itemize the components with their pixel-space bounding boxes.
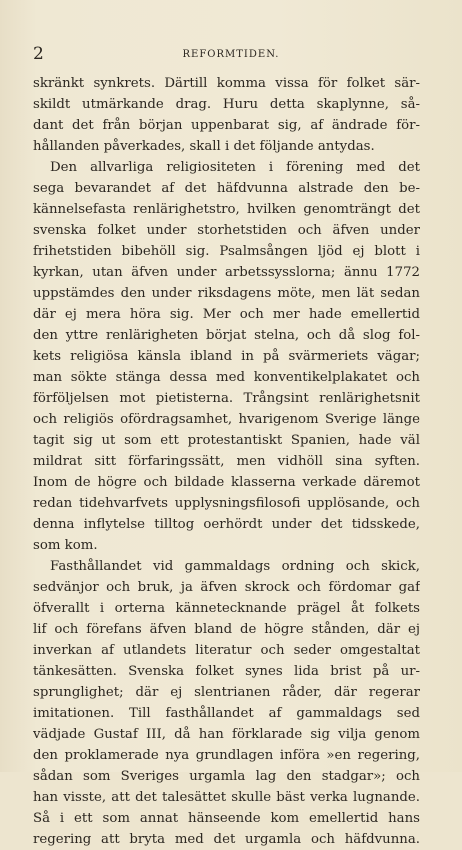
text-line: kyrkan, utan äfven under arbetssysslorna; ännu 1772 [33, 265, 420, 280]
text-line: den proklamerade nya grundlagen införa »en regering, [33, 748, 420, 763]
text-line: regering att bryta med det urgamla och häfdvunna. [33, 832, 420, 847]
text-line: inverkan af utlandets literatur och seder omgestaltat [33, 643, 420, 658]
text-line: dant det från början uppenbarat sig, af ändrade för- [33, 118, 420, 133]
text-line: Så i ett som annat hänseende kom emellertid hans [33, 811, 420, 826]
text-line: mildrat sitt förfaringssätt, men vidhöll sina syften. [33, 454, 420, 469]
text-line: svenska folket under storhetstiden och äfven under [33, 223, 420, 238]
text-line: där ej mera höra sig. Mer och mer hade emellertid [33, 307, 420, 322]
text-line: förföljelsen mot pietisterna. Trångsint renlärighetsnit [33, 391, 420, 406]
text-line: han visste, att det talesättet skulle bäst verka lugnande. [33, 790, 420, 805]
text-line: hållanden påverkades, skall i det följande antydas. [33, 139, 375, 154]
page-number: 2 [33, 44, 44, 64]
text-line: sprunglighet; där ej slentrianen råder, där regerar [33, 685, 420, 700]
text-line: frihetstiden bibehöll sig. Psalmsången ljöd ej blott i [33, 244, 420, 259]
text-line: imitationen. Till fasthållandet af gammaldags sed [33, 706, 420, 721]
text-line: redan tidehvarfvets upplysningsfilosofi upplösande, och [33, 496, 420, 511]
text-line: lif och förefans äfven bland de högre stånden, där ej [33, 622, 420, 637]
text-line: Fasthållandet vid gammaldags ordning och skick, [50, 559, 420, 574]
text-line: öfverallt i orterna kännetecknande prägel åt folkets [33, 601, 420, 616]
text-line: sedvänjor och bruk, ja äfven skrock och fördomar gaf [33, 580, 420, 595]
text-line: sega bevarandet af det häfdvunna alstrade den be- [33, 181, 420, 196]
body-text [33, 73, 420, 850]
text-line: den yttre renlärigheten börjat stelna, och då slog fol- [33, 328, 420, 343]
text-line: Inom de högre och bildade klasserna verkade däremot [33, 475, 420, 490]
text-line: vädjade Gustaf III, då han förklarade sig vilja genom [33, 727, 420, 742]
text-line: skränkt synkrets. Därtill komma vissa för folket sär- [33, 76, 420, 91]
running-title: REFORMTIDEN. [182, 49, 280, 60]
text-line: kets religiösa känsla ibland in på svärmeriets vägar; [33, 349, 420, 364]
text-line: skildt utmärkande drag. Huru detta skaplynne, så- [33, 97, 420, 112]
text-line: sådan som Sveriges urgamla lag den stadgar»; och [33, 769, 420, 784]
text-line: tagit sig ut som ett protestantiskt Spanien, hade väl [33, 433, 420, 448]
text-line: denna inflytelse tilltog oerhördt under det tidsskede, [33, 517, 420, 532]
text-line: man sökte stänga dessa med konventikelplakatet och [33, 370, 420, 385]
text-line: uppstämdes den under riksdagens möte, men lät sedan [33, 286, 420, 301]
page-header [33, 44, 429, 64]
text-line: som kom. [33, 538, 98, 553]
text-line: kännelsefasta renlärighetstro, hvilken genomträngt det [33, 202, 420, 217]
text-line: Den allvarliga religiositeten i förening med det [50, 160, 420, 175]
text-line: och religiös ofördragsamhet, hvarigenom Sverige länge [33, 412, 420, 427]
text-line: tänkesätten. Svenska folket synes lida brist på ur- [33, 664, 420, 679]
